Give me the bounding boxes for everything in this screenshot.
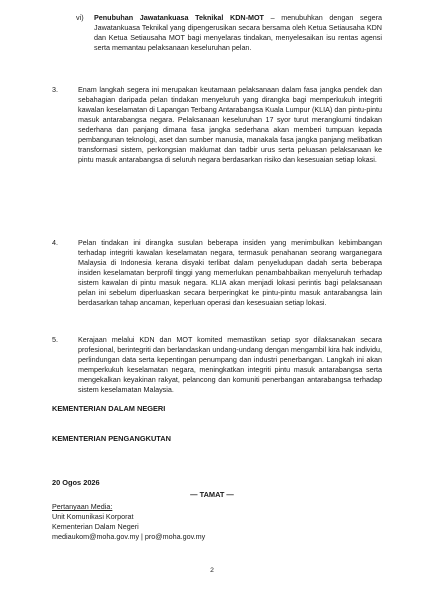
ministry-transport: KEMENTERIAN PENGANGKUTAN (52, 434, 171, 443)
item-vi-body: – menubuhkan dengan segera Jawatankuasa Teknikal yang dipengerusikan secara bersama oleh Ketua Setiausaha KDN dan Ketua Setiausaha MOT bagi menyelaras tindakan, menyelesaikan isu rentas agensi serta memantau pelaksanaan keseluruhan pelan. (94, 13, 382, 52)
item-vi-title: Penubuhan Jawatankuasa Teknikal KDN-MOT (94, 13, 264, 22)
media-contact-label: Pertanyaan Media: (52, 502, 113, 511)
page-number: 2 (210, 567, 214, 574)
item-vi-text (94, 13, 382, 53)
paragraph-number: 5. (52, 335, 58, 344)
release-date: 20 Ogos 2026 (52, 478, 100, 487)
paragraph-number: 3. (52, 85, 58, 94)
paragraph-text: Enam langkah segera ini merupakan keutamaan pelaksanaan dalam fasa jangka pendek dan sebahagian daripada pelan tindakan menyeluruh yang dirangka bagi memperkukuh integriti kawalan keselamatan di Lapangan Terbang Antarabangsa Kuala Lumpur (KLIA) dan pintu-pintu masuk antarabangsa negara. Pelaksanaan keseluruhan 17 syor turut merangkumi tindakan sederhana dan panjang dimana fasa jangka sederhana akan memberi tumpuan kepada pembangunan teknologi, aset dan sumber manusia, manakala fasa jangka panjang melibatkan transformasi sistem, perkongsian maklumat dan tadbir urus serta peluasan pelaksanaan ke pintu masuk antarabangsa di seluruh negara berdasarkan risiko dan kesesuaian setiap lokasi. (78, 85, 382, 164)
end-mark: — TAMAT — (190, 490, 234, 499)
paragraph-number: 4. (52, 238, 58, 247)
contact-ministry: Kementerian Dalam Negeri (52, 522, 139, 531)
media-contact (52, 502, 205, 542)
paragraph-text: Pelan tindakan ini dirangka susulan beberapa insiden yang menimbulkan kebimbangan terhadap integriti kawalan keselamatan negara, termasuk penahanan seorang warganegara Malaysia di Indonesia kerana disyaki terlibat dalam penyeludupan dadah serta beberapa insiden keselamatan berprofil tinggi yang memerlukan penambahbaikan menyeluruh terhadap sistem kawalan di pintu masuk negara. KLIA akan menjadi lokasi perintis bagi pelaksanaan pelan ini sebelum diperluaskan secara berperingkat ke pintu-pintu masuk antarabangsa lain berdasarkan tahap ancaman, keperluan operasi dan kesesuaian setiap lokasi. (78, 238, 382, 307)
ministry-home-affairs: KEMENTERIAN DALAM NEGERI (52, 404, 166, 413)
contact-unit: Unit Komunikasi Korporat (52, 512, 134, 521)
item-vi-number: vi) (76, 13, 84, 22)
paragraph-text: Kerajaan melalui KDN dan MOT komited memastikan setiap syor dilaksanakan secara profesional, berintegriti dan berlandaskan undang-undang dengan mengambil kira hak individu, perlindungan data serta kepentingan penumpang dan industri penerbangan. Langkah ini akan memperkukuh keselamatan negara, meningkatkan integriti pintu masuk antarabangsa serta mengekalkan keyakinan rakyat, pelancong dan komuniti penerbangan antarabangsa terhadap sistem keselamatan Malaysia. (78, 335, 382, 394)
contact-emails[interactable]: mediaukom@moha.gov.my | pro@moha.gov.my (52, 532, 206, 541)
